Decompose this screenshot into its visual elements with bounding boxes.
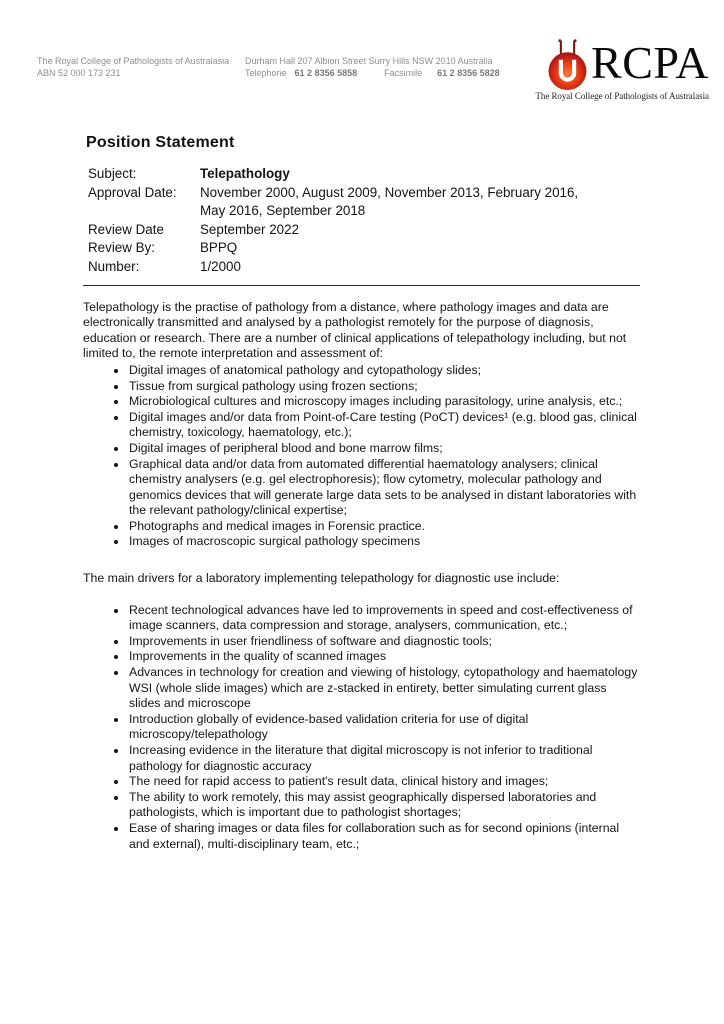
document-meta-table xyxy=(88,165,640,277)
list-item: • Images of macroscopic surgical pathology specimens xyxy=(128,534,640,550)
org-address: Durham Hall 207 Albion Street Surry Hills NSW 2010 Australia xyxy=(245,56,493,66)
meta-label: Approval Date: xyxy=(88,184,177,200)
page-title: Position Statement xyxy=(86,134,235,151)
meta-value: September 2022 xyxy=(200,221,300,237)
list-item: • Increasing evidence in the literature that digital microscopy is not inferior to traditional pathology for diagnostic accuracy xyxy=(128,743,640,774)
section-divider xyxy=(83,285,640,286)
list-item: • Graphical data and/or data from automated differential haematology analysers; clinical chemistry analysers (e.g. gel electrophoresis); flow cytometry, molecular pathology and genomics devices that will generate large data sets to be analysed in distant laboratories with the relevant pathology/clinical expertise; xyxy=(128,457,640,519)
rcpa-logo-tagline: The Royal College of Pathologists of Australasia xyxy=(535,91,709,101)
meta-label: Review By: xyxy=(88,240,155,256)
list-item: • Microbiological cultures and microscopy images including parasitology, urine analysis, etc.; xyxy=(128,394,640,410)
list-item: • The ability to work remotely, this may assist geographically dispersed laboratories and pathologists, which is important due to pathologist shortages; xyxy=(128,790,640,821)
list-item: • Ease of sharing images or data files for collaboration such as for second opinions (internal and external), multi-disciplinary team, etc.; xyxy=(128,821,640,852)
facsimile-number: 61 2 8356 5828 xyxy=(437,68,500,78)
meta-value: November 2000, August 2009, November 2013, February 2016, May 2016, September 2018 xyxy=(200,184,579,219)
list-item: • Photographs and medical images in Forensic practice. xyxy=(128,519,640,535)
meta-row-number xyxy=(88,258,640,277)
rcpa-crucible-icon xyxy=(545,38,590,91)
meta-value: Telepathology xyxy=(200,166,290,181)
org-name: The Royal College of Pathologists of Australasia xyxy=(37,56,230,66)
meta-label: Review Date xyxy=(88,221,164,237)
list-item: • Tissue from surgical pathology using frozen sections; xyxy=(128,379,640,395)
meta-value: BPPQ xyxy=(200,240,238,256)
drivers-list xyxy=(83,603,640,853)
org-abn: ABN 52 000 173 231 xyxy=(37,68,121,78)
meta-label: Subject: xyxy=(88,166,137,181)
org-phone-line xyxy=(245,67,500,79)
list-item: • Improvements in the quality of scanned images xyxy=(128,649,640,665)
list-item: • Digital images and/or data from Point-of-Care testing (PoCT) devices¹ (e.g. blood gas, clinical chemistry, toxicology, haematology, etc.); xyxy=(128,410,640,441)
rcpa-logo xyxy=(527,38,709,102)
meta-value: 1/2000 xyxy=(200,258,241,274)
drivers-paragraph: The main drivers for a laboratory implementing telepathology for diagnostic use include: xyxy=(83,571,560,586)
list-item: • Digital images of anatomical pathology and cytopathology slides; xyxy=(128,363,640,379)
meta-row-approval-date xyxy=(88,184,640,221)
list-item: • The need for rapid access to patient's result data, clinical history and images; xyxy=(128,774,640,790)
applications-list xyxy=(83,363,640,550)
rcpa-logo-text: RCPA xyxy=(591,37,709,88)
telephone-number: 61 2 8356 5858 xyxy=(294,68,358,78)
facsimile-label: Facsimile xyxy=(384,68,423,78)
meta-row-subject xyxy=(88,165,640,184)
document-content xyxy=(83,134,640,852)
letterhead-org-block xyxy=(37,55,229,79)
meta-row-review-by xyxy=(88,239,640,258)
list-item: • Digital images of peripheral blood and bone marrow films; xyxy=(128,441,640,457)
meta-row-review-date xyxy=(88,221,640,240)
list-item: • Recent technological advances have led to improvements in speed and cost-effectiveness of image scanners, data compression and storage, analysers, communication, etc.; xyxy=(128,603,640,634)
intro-paragraph: Telepathology is the practise of pathology from a distance, where pathology images and data are electronically transmitted and analysed by a pathologist remotely for the purpose of diagnosis, education or research. There are a number of clinical applications of telepathology including, but not limited to, the remote interpretation and assessment of: xyxy=(83,299,627,361)
list-item: • Improvements in user friendliness of software and diagnostic tools; xyxy=(128,634,640,650)
list-item: • Advances in technology for creation and viewing of histology, cytopathology and haematology WSI (whole slide images) which are z-stacked in entirety, better simulating current glass slides and microscope xyxy=(128,665,640,712)
telephone-label: Telephone xyxy=(245,68,287,78)
meta-label: Number: xyxy=(88,258,140,274)
list-item: • Introduction globally of evidence-based validation criteria for use of digital microscopy/telepathology xyxy=(128,712,640,743)
letterhead-contact-block xyxy=(245,55,500,79)
